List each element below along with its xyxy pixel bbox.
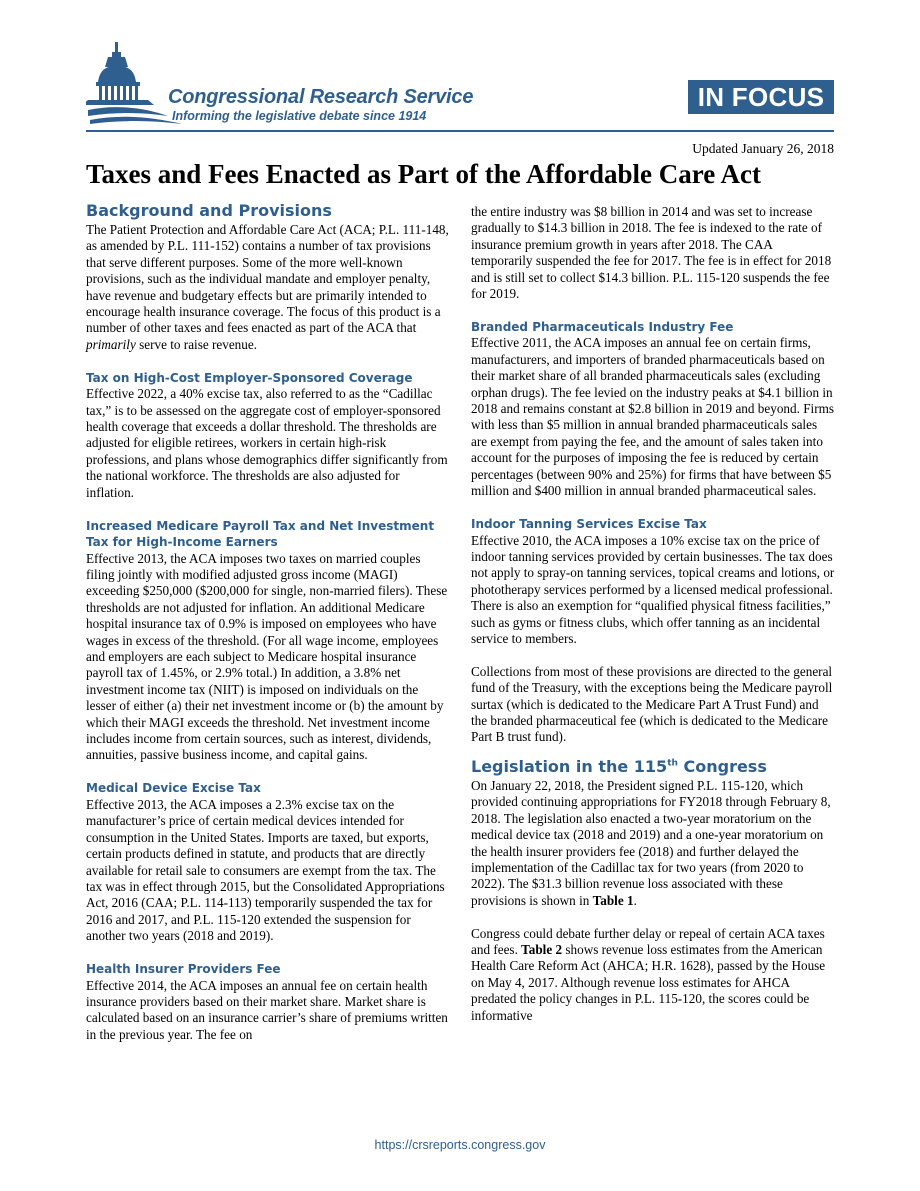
device-paragraph: Effective 2013, the ACA imposes a 2.3% excise tax on the manufacturer’s price of certain medical devices intended for consumption in the United States. Imports are taxed, but exports, certain products defined in statute, and products that are directly available for retail sale to consumers are exempt from the tax. The tax was in effect through 2015, but the Consolidated Appropriations Act, 2016 (CAA; P.L. 114-113) temporarily suspended the tax for 2016 and 2017, and P.L. 115-120 extended the suspension for another two years (2018 and 2019). — [86, 796, 445, 944]
pharma-heading: Branded Pharmaceuticals Industry Fee — [471, 319, 734, 334]
org-tagline: Informing the legislative debate since 1914 — [172, 109, 427, 123]
right-column — [471, 204, 835, 1024]
org-name: Congressional Research Service — [168, 86, 474, 108]
insurer-paragraph: Effective 2014, the ACA imposes an annual fee on certain health insurance providers based on their market share. Market share is calculated based on an insurance carrier’s share of premiums written in the previous year. The fee on — [86, 977, 448, 1042]
in-focus-badge: IN FOCUS — [688, 80, 834, 114]
pharma-paragraph: Effective 2011, the ACA imposes an annual fee on certain firms, manufacturers, and importers of branded pharmaceuticals based on their market share of all branded pharmaceuticals sales (excluding orphan drugs). The fee levied on the industry peaks at $4.1 billion in 2018 and remains constant at $2.8 billion in 2019 and beyond. Firms with less than $5 million in annual branded pharmaceuticals sales are exempt from paying the fee, and the amount of sales taken into account for the purposes of imposing the fee is reduced by certain percentages (between 90% and 25%) for firms that have between $5 million and $400 million in annual branded pharmaceutical sales. — [471, 335, 834, 499]
insurer-continued-paragraph: the entire industry was $8 billion in 2014 and was set to increase gradually to $14.3 billion in 2018. The fee is indexed to the rate of insurance premium growth in years after 2018. The CAA temporarily suspended the fee for 2017. The fee is in effect for 2018 and is still set to collect $14.3 billion. P.L. 115-120 suspends the fee for 2019. — [471, 204, 832, 302]
tanning-paragraph: Effective 2010, the ACA imposes a 10% excise tax on the price of indoor tanning services provided by certain businesses. The tax does not apply to spray-on tanning services, topical creams and lotions, or phototherapy services performed by a licensed medical professional. There is also an exemption for “qualified physical fitness facilities,” such as gyms or fitness clubs, which offer tanning as an incidental service to members. — [471, 532, 835, 646]
footer-url[interactable]: https://crsreports.congress.gov — [374, 1138, 546, 1152]
tanning-heading: Indoor Tanning Services Excise Tax — [471, 517, 707, 531]
table-1-reference: Table 1 — [592, 892, 634, 908]
device-heading: Medical Device Excise Tax — [86, 781, 261, 796]
medicare-heading: Increased Medicare Payroll Tax and Net Investment Tax for High-Income Earners — [86, 518, 435, 550]
medicare-paragraph: Effective 2013, the ACA imposes two taxes on married couples filing jointly with modified adjusted gross income (MAGI) exceeding $250,000 ($200,000 for single, non-married filers). These thresholds are not adjusted for inflation. An additional Medicare hospital insurance tax of 0.9% is imposed on employees who have wages in excess of the threshold. (For all wage income, employees and employers are each subject to Medicare hospital insurance payroll tax of 1.45%, or 2.9% total.) In addition, a 3.8% net investment income tax (NIIT) is imposed on individuals on the lesser of either (a) their net investment income or (b) the amount by which their MAGI exceeds the threshold. Net investment income includes income from certain sources, such as interest, dividends, annuities, passive business income, and capital gains. — [86, 550, 448, 763]
header-rule — [86, 130, 834, 132]
insurer-heading: Health Insurer Providers Fee — [86, 962, 281, 977]
collections-paragraph: Collections from most of these provisions are directed to the general fund of the Treasury, with the exceptions being the Medicare payroll surtax (which is dedicated to the Medicare Part A Trust Fund) and the branded pharmaceutical fee (which is dedicated to the Medicare Part B trust fund). — [471, 663, 833, 745]
legislation-heading: Legislation in the 115th Congress — [471, 756, 767, 776]
emphasis-text: primarily — [86, 336, 136, 352]
legislation-paragraph-1: On January 22, 2018, the President signed P.L. 115-120, which provided continuing appropriations for FY2018 through February 8, 2018. The legislation also enacted a two-year moratorium on the medical device tax (2018 and 2019) and a one-year moratorium on the health insurer providers fee (2018) and further delayed the implementation of the Cadillac tax for two years (from 2020 to 2022). The $31.3 billion revenue loss associated with these provisions is shown in Table 1. — [471, 777, 831, 908]
cadillac-heading: Tax on High-Cost Employer-Sponsored Coverage — [86, 370, 413, 385]
background-paragraph: The Patient Protection and Affordable Care Act (ACA; P.L. 111-148, as amended by P.L. 111-152) contains a number of tax provisions that serve different purposes. Some of the more well-known provisions, such as the individual mandate and employer penalty, have revenue and budgetary effects but are primarily intended to encourage health insurance coverage. The focus of this product is a number of other taxes and fees enacted as part of the ACA that primarily serve to raise revenue. — [86, 222, 449, 352]
left-column — [86, 200, 450, 1043]
updated-date: Updated January 26, 2018 — [692, 141, 834, 156]
page-title: Taxes and Fees Enacted as Part of the Affordable Care Act — [86, 159, 761, 189]
legislation-paragraph-2: Congress could debate further delay or repeal of certain ACA taxes and fees. Table 2 shows revenue loss estimates from the American Health Care Reform Act (AHCA; H.R. 1628), passed by the House on May 4, 2017. Although revenue loss estimates for AHCA predated the policy changes in P.L. 115-120, the scores could be informative — [471, 925, 826, 1023]
table-2-reference: Table 2 — [521, 942, 563, 958]
cadillac-paragraph: Effective 2022, a 40% excise tax, also referred to as the “Cadillac tax,” is to be assessed on the aggregate cost of employer-sponsored health coverage that exceeds a dollar threshold. The thresholds are adjusted for eligible retirees, workers in certain high-risk professions, and plans whose demographics differ significantly from the national workforce. The thresholds are also adjusted for inflation. — [86, 386, 448, 500]
background-heading: Background and Provisions — [86, 201, 332, 220]
